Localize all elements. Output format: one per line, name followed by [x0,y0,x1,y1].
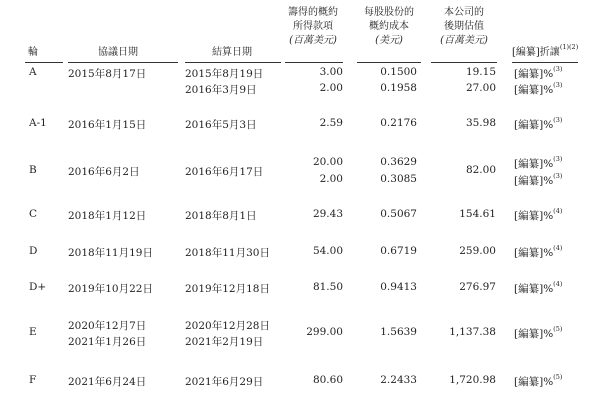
discount-cell [514,326,562,341]
header-discount [512,43,579,60]
settlement-date-cell: 2018年11月30日 [185,247,270,259]
header-rule-cost [357,62,421,63]
proceeds-cell: 29.43 [312,208,343,220]
header-proceeds-line1: 籌得的概約 [288,7,338,18]
discount-note: (5) [553,373,563,381]
valuation-cell: 19.15 [465,66,496,78]
settlement-date-cell: 2016年5月3日 [185,119,257,131]
cost-cell: 1.5639 [380,326,417,338]
discount-text: [編纂]% [514,328,554,340]
proceeds-cell: 299.00 [306,326,343,338]
discount-text: [編纂]% [514,158,554,170]
discount-cell [514,374,562,389]
agreement-date-cell: 2021年6月24日 [68,376,147,388]
round-cell: A [29,66,37,78]
cost-cell: 0.2176 [380,117,417,129]
round-cell: E [29,326,37,338]
settlement-date-cell: 2021年6月29日 [185,376,264,388]
proceeds-cell: 2.59 [319,117,343,129]
agreement-date-cell: 2018年1月12日 [68,210,147,222]
header-proceeds-unit: (百萬美元) [289,35,337,46]
cost-cell: 0.1500 [380,66,417,78]
cost-cell: 0.1958 [380,82,417,94]
valuation-cell: 35.98 [465,117,496,129]
cost-cell: 0.5067 [380,208,417,220]
header-discount-label: [編纂]折讓 [512,47,560,58]
discount-note: (4) [553,280,563,288]
proceeds-cell: 2.00 [319,173,343,185]
discount-note: (4) [553,244,563,252]
agreement-date-cell: 2021年1月26日 [68,336,147,348]
header-proceeds-line2: 所得款項 [293,21,333,32]
discount-note: (3) [553,81,563,89]
proceeds-cell: 20.00 [312,156,343,168]
valuation-cell: 154.61 [459,208,496,220]
header-cost-unit: (美元) [375,35,403,46]
valuation-cell: 1,137.38 [449,326,496,338]
cost-cell: 0.9413 [380,281,417,293]
valuation-cell: 1,720.98 [449,374,496,386]
discount-cell [514,82,562,97]
header-cost [357,6,421,48]
discount-text: [編纂]% [514,119,554,131]
header-cost-line1: 每股股份的 [364,7,414,18]
proceeds-cell: 80.60 [312,374,343,386]
valuation-cell: 259.00 [459,245,496,257]
header-valuation-line2: 後期估值 [444,21,484,32]
header-rule-proceeds [285,62,343,63]
round-cell: C [29,208,38,220]
discount-cell [514,208,562,223]
discount-text: [編纂]% [514,210,554,222]
cost-cell: 0.6719 [380,245,417,257]
header-settlement-date: 結算日期 [212,47,252,58]
settlement-date-cell: 2021年2月19日 [185,336,264,348]
proceeds-cell: 2.00 [319,82,343,94]
discount-text: [編纂]% [514,68,554,80]
header-cost-line2: 概約成本 [369,21,409,32]
header-discount-note: (1)(2) [559,43,579,51]
agreement-date-cell: 2018年11月19日 [68,247,153,259]
discount-text: [編纂]% [514,175,554,187]
discount-text: [編纂]% [514,247,554,259]
header-rule-agreement [68,62,178,63]
discount-text: [編纂]% [514,84,554,96]
cost-cell: 2.2433 [380,374,417,386]
discount-note: (3) [553,116,563,124]
settlement-date-cell: 2016年3月9日 [185,84,257,96]
discount-cell [514,245,562,260]
settlement-date-cell: 2015年8月19日 [185,68,264,80]
header-rule-settlement [185,62,281,63]
header-valuation [432,6,496,48]
valuation-cell: 276.97 [459,281,496,293]
discount-cell [514,117,562,132]
round-cell: D+ [29,281,47,293]
agreement-date-cell: 2015年8月17日 [68,68,147,80]
valuation-cell: 82.00 [465,164,496,176]
discount-note: (3) [553,172,563,180]
header-rule-discount [512,62,578,63]
discount-note: (4) [553,207,563,215]
header-agreement-date: 協議日期 [98,47,138,58]
discount-cell [514,156,562,171]
discount-cell [514,66,562,81]
header-round: 輪 [28,47,38,58]
discount-text: [編纂]% [514,283,554,295]
header-rule-valuation [431,62,497,63]
proceeds-cell: 54.00 [312,245,343,257]
header-rule-round [25,62,63,63]
discount-note: (3) [553,65,563,73]
valuation-cell: 27.00 [465,82,496,94]
proceeds-cell: 81.50 [312,281,343,293]
agreement-date-cell: 2016年6月2日 [68,166,140,178]
round-cell: B [29,164,37,176]
discount-note: (3) [553,155,563,163]
header-proceeds [281,6,345,48]
settlement-date-cell: 2020年12月28日 [185,320,270,332]
cost-cell: 0.3629 [380,156,417,168]
round-cell: A-1 [29,117,47,129]
header-valuation-unit: (百萬美元) [440,35,488,46]
discount-cell [514,281,562,296]
agreement-date-cell: 2016年1月15日 [68,119,147,131]
discount-text: [編纂]% [514,376,554,388]
proceeds-cell: 3.00 [319,66,343,78]
round-cell: D [29,245,38,257]
settlement-date-cell: 2016年6月17日 [185,166,264,178]
discount-note: (5) [553,325,563,333]
agreement-date-cell: 2019年10月22日 [68,283,153,295]
discount-cell [514,173,562,188]
settlement-date-cell: 2019年12月18日 [185,283,270,295]
round-cell: F [29,374,37,386]
settlement-date-cell: 2018年8月1日 [185,210,257,222]
cost-cell: 0.3085 [380,173,417,185]
header-valuation-line1: 本公司的 [444,7,484,18]
agreement-date-cell: 2020年12月7日 [68,320,147,332]
